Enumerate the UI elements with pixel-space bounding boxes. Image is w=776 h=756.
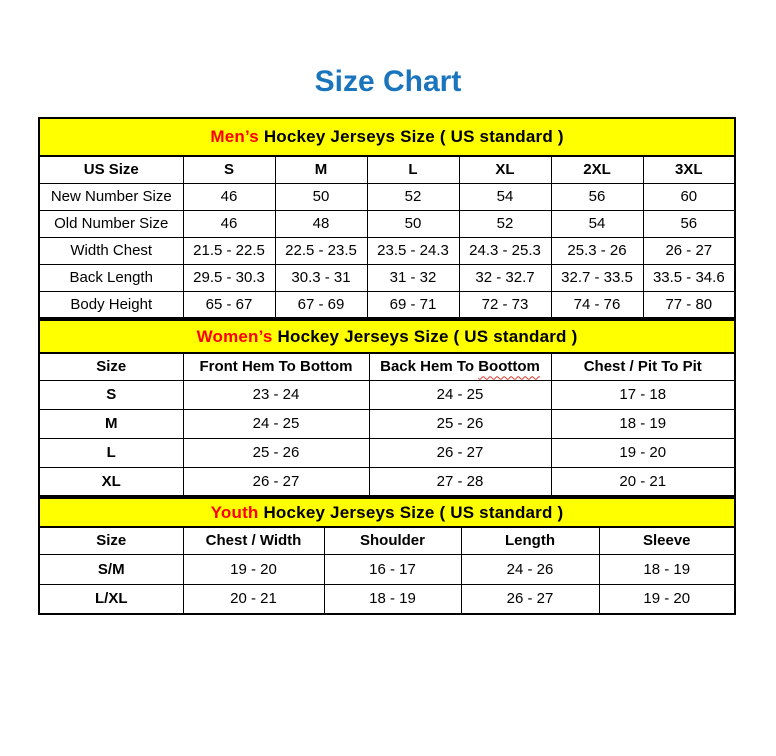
mens-cell: 69 - 71 [367,291,459,318]
womens-accent-label: Women’s [196,326,273,346]
youth-column-header: Length [461,527,599,554]
size-chart-page [0,64,776,615]
womens-row-label: M [39,409,183,438]
womens-title-rest: Hockey Jerseys Size ( US standard ) [272,326,578,346]
mens-cell: 67 - 69 [275,291,367,318]
mens-cell: 50 [367,210,459,237]
youth-cell: 19 - 20 [599,584,735,614]
mens-cell: 56 [643,210,735,237]
mens-cell: 33.5 - 34.6 [643,264,735,291]
mens-title-rest: Hockey Jerseys Size ( US standard ) [258,127,564,146]
mens-size-table [38,117,736,319]
youth-column-header: Size [39,527,183,554]
womens-column-header-row [39,353,735,380]
mens-column-header: 2XL [551,156,643,183]
mens-cell: 30.3 - 31 [275,264,367,291]
table-row [39,237,735,264]
mens-cell: 54 [459,183,551,210]
page-title: Size Chart [314,65,462,98]
table-row [39,584,735,614]
youth-accent-label: Youth [210,502,259,522]
womens-column-header: Front Hem To Bottom [183,353,369,380]
womens-row-label: L [39,438,183,467]
mens-column-header: S [183,156,275,183]
mens-row-label: Back Length [39,264,183,291]
mens-cell: 23.5 - 24.3 [367,237,459,264]
table-row [39,554,735,584]
mens-column-header: L [367,156,459,183]
womens-size-table [38,319,736,497]
mens-cell: 29.5 - 30.3 [183,264,275,291]
youth-cell: 26 - 27 [461,584,599,614]
table-row [39,183,735,210]
mens-column-header-row [39,156,735,183]
mens-cell: 72 - 73 [459,291,551,318]
womens-table-title [39,320,735,353]
table-row [39,438,735,467]
youth-cell: 18 - 19 [324,584,461,614]
mens-cell: 25.3 - 26 [551,237,643,264]
mens-cell: 50 [275,183,367,210]
mens-column-header: US Size [39,156,183,183]
womens-cell: 19 - 20 [551,438,735,467]
mens-cell: 52 [459,210,551,237]
youth-column-header: Shoulder [324,527,461,554]
mens-cell: 24.3 - 25.3 [459,237,551,264]
mens-column-header: 3XL [643,156,735,183]
womens-cell: 25 - 26 [369,409,551,438]
misspelled-word: Boottom [478,358,540,376]
mens-cell: 52 [367,183,459,210]
table-row [39,380,735,409]
womens-column-header-text: Back Hem To [380,358,479,376]
mens-table-title [39,118,735,156]
womens-cell: 17 - 18 [551,380,735,409]
mens-cell: 60 [643,183,735,210]
womens-row-label: XL [39,467,183,496]
womens-cell: 23 - 24 [183,380,369,409]
mens-table-header-row [39,118,735,156]
mens-column-header: M [275,156,367,183]
mens-row-label: Old Number Size [39,210,183,237]
mens-cell: 46 [183,183,275,210]
youth-cell: 19 - 20 [183,554,324,584]
mens-cell: 56 [551,183,643,210]
womens-cell: 24 - 25 [369,380,551,409]
youth-row-label: L/XL [39,584,183,614]
mens-cell: 74 - 76 [551,291,643,318]
youth-column-header-row [39,527,735,554]
womens-cell: 26 - 27 [369,438,551,467]
womens-cell: 26 - 27 [183,467,369,496]
youth-cell: 18 - 19 [599,554,735,584]
youth-size-table [38,497,736,615]
mens-accent-label: Men’s [210,127,259,146]
womens-column-header [369,353,551,380]
youth-cell: 16 - 17 [324,554,461,584]
youth-table-header-row [39,498,735,527]
youth-column-header: Sleeve [599,527,735,554]
mens-cell: 21.5 - 22.5 [183,237,275,264]
womens-cell: 27 - 28 [369,467,551,496]
youth-row-label: S/M [39,554,183,584]
womens-cell: 20 - 21 [551,467,735,496]
mens-cell: 32.7 - 33.5 [551,264,643,291]
size-chart [38,117,734,615]
womens-cell: 18 - 19 [551,409,735,438]
mens-row-label: New Number Size [39,183,183,210]
mens-row-label: Width Chest [39,237,183,264]
youth-title-rest: Hockey Jerseys Size ( US standard ) [258,502,564,522]
table-row [39,264,735,291]
table-row [39,409,735,438]
mens-cell: 77 - 80 [643,291,735,318]
womens-column-header: Size [39,353,183,380]
mens-row-label: Body Height [39,291,183,318]
table-row [39,210,735,237]
mens-column-header: XL [459,156,551,183]
table-row [39,291,735,318]
mens-cell: 22.5 - 23.5 [275,237,367,264]
youth-column-header: Chest / Width [183,527,324,554]
youth-cell: 20 - 21 [183,584,324,614]
mens-cell: 26 - 27 [643,237,735,264]
mens-cell: 46 [183,210,275,237]
mens-cell: 54 [551,210,643,237]
womens-cell: 24 - 25 [183,409,369,438]
youth-cell: 24 - 26 [461,554,599,584]
mens-cell: 48 [275,210,367,237]
mens-cell: 32 - 32.7 [459,264,551,291]
mens-cell: 65 - 67 [183,291,275,318]
womens-table-header-row [39,320,735,353]
table-row [39,467,735,496]
womens-row-label: S [39,380,183,409]
youth-table-title [39,498,735,527]
womens-column-header: Chest / Pit To Pit [551,353,735,380]
womens-cell: 25 - 26 [183,438,369,467]
mens-cell: 31 - 32 [367,264,459,291]
